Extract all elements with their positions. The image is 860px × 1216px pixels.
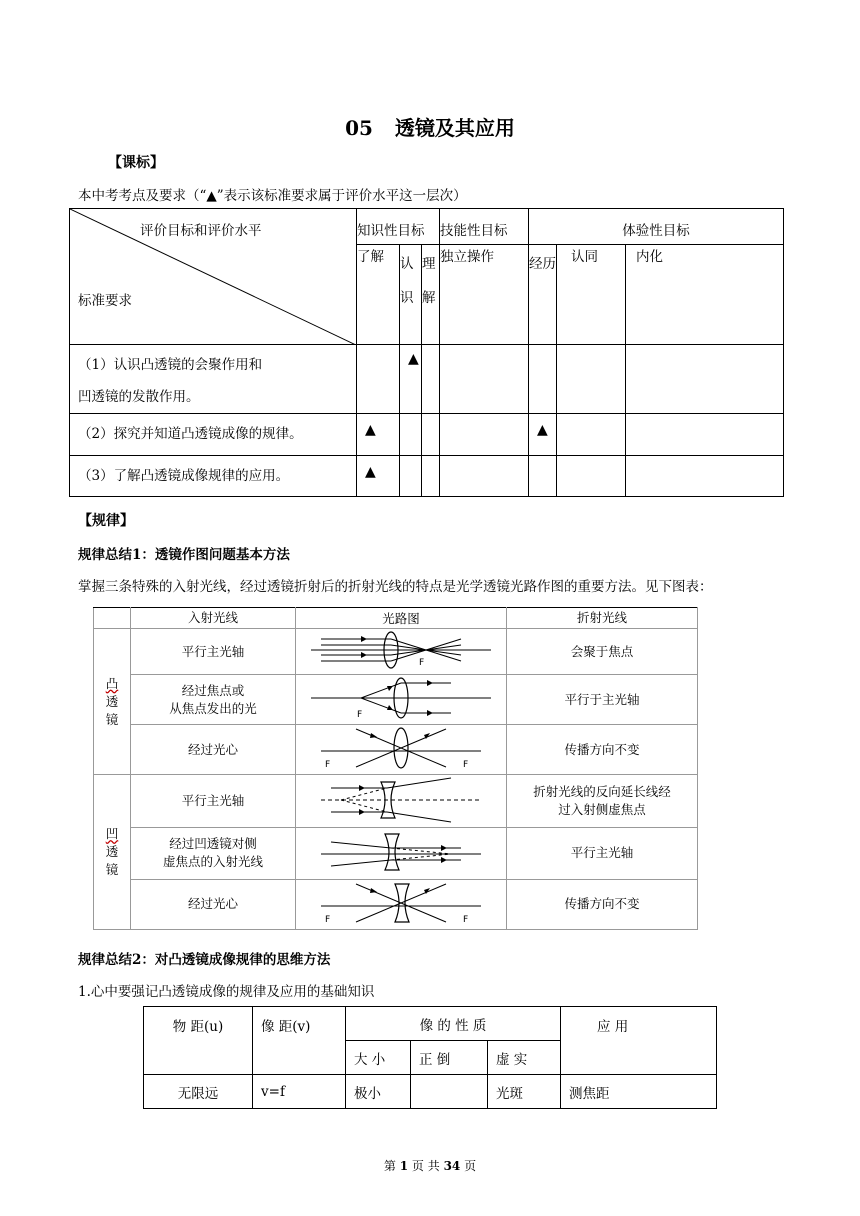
rule1-text: 掌握三条特殊的入射光线，经过透镜折射后的折射光线的特点是光学透镜光路作图的重要方法。见下图表： bbox=[78, 579, 713, 595]
page-title bbox=[0, 112, 860, 141]
kebiao-intro: 本中考考点及要求（“▲”表示该标准要求属于评价水平这一层次） bbox=[78, 188, 467, 204]
concave-focus-diagram bbox=[301, 828, 501, 876]
cell-empty bbox=[557, 345, 626, 414]
cell-empty bbox=[440, 456, 529, 497]
cell-empty bbox=[422, 345, 440, 414]
convex-center-diagram bbox=[301, 725, 501, 771]
cell-empty bbox=[400, 456, 422, 497]
header-app: 应 用 bbox=[561, 1007, 717, 1075]
row2-text: （2）探究并知道凸透镜成像的规律。 bbox=[70, 414, 357, 456]
convex-r2-incident bbox=[131, 675, 296, 725]
header-orientation: 正 倒 bbox=[411, 1041, 488, 1075]
concave-r3-refracted: 传播方向不变 bbox=[507, 879, 698, 929]
sub-jingli: 经历 bbox=[529, 245, 557, 345]
sub-lijie: 理解 bbox=[422, 245, 440, 345]
concave-r2-diagram bbox=[296, 827, 507, 879]
group-skill: 技能性目标 bbox=[440, 209, 529, 245]
convex-r1-refracted: 会聚于焦点 bbox=[507, 629, 698, 675]
convex-focus-diagram bbox=[301, 675, 501, 721]
diag-bottom-label: 标准要求 bbox=[78, 293, 132, 309]
convex-char-3: 镜 bbox=[105, 711, 119, 727]
focus-label: F bbox=[419, 658, 425, 669]
concave-r2-refracted: 平行主光轴 bbox=[507, 827, 698, 879]
cell-empty bbox=[357, 345, 400, 414]
cell-empty bbox=[557, 456, 626, 497]
group-knowledge: 知识性目标 bbox=[357, 209, 440, 245]
concave-r1-diagram bbox=[296, 775, 507, 827]
header-corner bbox=[94, 608, 131, 629]
sub-rentong: 认同 bbox=[557, 245, 626, 345]
header-diagram: 光路图 bbox=[296, 608, 507, 629]
convex-r2-diagram bbox=[296, 675, 507, 725]
diagonal-header-cell bbox=[70, 209, 357, 345]
concave-r1-refracted-line2: 过入射侧虚焦点 bbox=[558, 802, 646, 818]
header-v: 像 距(v) bbox=[253, 1007, 346, 1075]
convex-r3-incident: 经过光心 bbox=[131, 725, 296, 775]
convex-r3-diagram bbox=[296, 725, 507, 775]
sub-neihua: 内化 bbox=[626, 245, 784, 345]
header-real: 虚 实 bbox=[488, 1041, 561, 1075]
concave-r1-refracted-line1: 折射光线的反向延长线经 bbox=[533, 784, 671, 800]
concave-r3-incident: 经过光心 bbox=[131, 879, 296, 929]
header-size: 大 小 bbox=[346, 1041, 411, 1075]
row-app: 测焦距 bbox=[561, 1075, 717, 1109]
convex-char-2: 透 bbox=[105, 693, 119, 709]
focus-label-right: F bbox=[463, 914, 469, 925]
cell-empty bbox=[529, 456, 557, 497]
cell-empty bbox=[440, 345, 529, 414]
concave-char-1: 凹 bbox=[105, 826, 119, 842]
convex-r1-incident: 平行主光轴 bbox=[131, 629, 296, 675]
footer-page: 1 bbox=[399, 1159, 409, 1173]
row-v: v=f bbox=[253, 1075, 346, 1109]
concave-char-3: 镜 bbox=[105, 862, 119, 878]
standards-table bbox=[69, 208, 784, 497]
row-u: 无限远 bbox=[144, 1075, 253, 1109]
row1-line1: （1）认识凸透镜的会聚作用和 bbox=[78, 357, 263, 373]
concave-center-diagram bbox=[301, 880, 501, 926]
header-nature: 像 的 性 质 bbox=[346, 1007, 561, 1041]
concave-r2-incident-line2: 虚焦点的入射光线 bbox=[162, 854, 263, 870]
title-number: 05 bbox=[345, 116, 373, 140]
row1-text bbox=[70, 345, 357, 414]
row1-line2: 凹透镜的发散作用。 bbox=[78, 389, 200, 405]
concave-r1-refracted bbox=[507, 775, 698, 827]
row3-mark-liaojie: ▲ bbox=[357, 456, 400, 497]
cell-empty bbox=[557, 414, 626, 456]
cell-empty bbox=[529, 345, 557, 414]
image-rules-table bbox=[143, 1006, 717, 1109]
cell-empty bbox=[400, 414, 422, 456]
convex-parallel-diagram bbox=[301, 629, 501, 671]
row3-text: （3）了解凸透镜成像规律的应用。 bbox=[70, 456, 357, 497]
concave-parallel-diagram bbox=[301, 776, 501, 824]
header-u: 物 距(u) bbox=[144, 1007, 253, 1075]
focus-label: F bbox=[357, 710, 363, 721]
row1-mark-renshi: ▲ bbox=[400, 345, 422, 414]
rule1-title: 规律总结1：透镜作图问题基本方法 bbox=[78, 547, 290, 563]
convex-r3-refracted: 传播方向不变 bbox=[507, 725, 698, 775]
kebiao-tag: 【课标】 bbox=[108, 155, 164, 171]
footer-post: 页 bbox=[464, 1159, 477, 1173]
footer-mid: 页 共 bbox=[411, 1159, 440, 1173]
title-text: 透镜及其应用 bbox=[394, 116, 515, 140]
concave-r2-incident bbox=[131, 827, 296, 879]
concave-r1-incident: 平行主光轴 bbox=[131, 775, 296, 827]
focus-label-left: F bbox=[325, 914, 331, 925]
convex-group-label bbox=[94, 629, 131, 775]
convex-char-1: 凸 bbox=[105, 675, 119, 691]
convex-r2-refracted: 平行于主光轴 bbox=[507, 675, 698, 725]
group-experience: 体验性目标 bbox=[529, 209, 784, 245]
diag-top-label: 评价目标和评价水平 bbox=[140, 223, 262, 239]
cell-empty bbox=[626, 456, 784, 497]
convex-r2-incident-line2: 从焦点发出的光 bbox=[169, 700, 257, 716]
header-refracted: 折射光线 bbox=[507, 608, 698, 629]
rule2-title: 规律总结2：对凸透镜成像规律的思维方法 bbox=[78, 952, 331, 968]
page-footer bbox=[0, 1157, 860, 1174]
focus-label-left: F bbox=[325, 760, 331, 771]
sub-renshi: 认识 bbox=[400, 245, 422, 345]
row-size: 极小 bbox=[346, 1075, 411, 1109]
concave-r2-incident-line1: 经过凹透镜对侧 bbox=[169, 836, 257, 852]
concave-r3-diagram bbox=[296, 879, 507, 929]
guilv-tag: 【规律】 bbox=[78, 513, 134, 529]
cell-empty bbox=[440, 414, 529, 456]
row2-mark-liaojie: ▲ bbox=[357, 414, 400, 456]
sub-liaojie: 了解 bbox=[357, 245, 400, 345]
focus-label-right: F bbox=[463, 760, 469, 771]
header-incident: 入射光线 bbox=[131, 608, 296, 629]
sub-duli: 独立操作 bbox=[440, 245, 529, 345]
cell-empty bbox=[626, 414, 784, 456]
footer-total: 34 bbox=[443, 1159, 461, 1173]
footer-pre: 第 bbox=[383, 1159, 396, 1173]
convex-r1-diagram bbox=[296, 629, 507, 675]
row-orientation bbox=[411, 1075, 488, 1109]
rule2-item: 1.心中要强记凸透镜成像的规律及应用的基础知识 bbox=[78, 984, 375, 1000]
convex-r2-incident-line1: 经过焦点或 bbox=[181, 682, 245, 698]
concave-char-2: 透 bbox=[105, 844, 119, 860]
light-path-table bbox=[93, 607, 698, 930]
row2-mark-jingli: ▲ bbox=[529, 414, 557, 456]
cell-empty bbox=[626, 345, 784, 414]
cell-empty bbox=[422, 414, 440, 456]
concave-group-label bbox=[94, 775, 131, 930]
cell-empty bbox=[422, 456, 440, 497]
row-real: 光斑 bbox=[488, 1075, 561, 1109]
